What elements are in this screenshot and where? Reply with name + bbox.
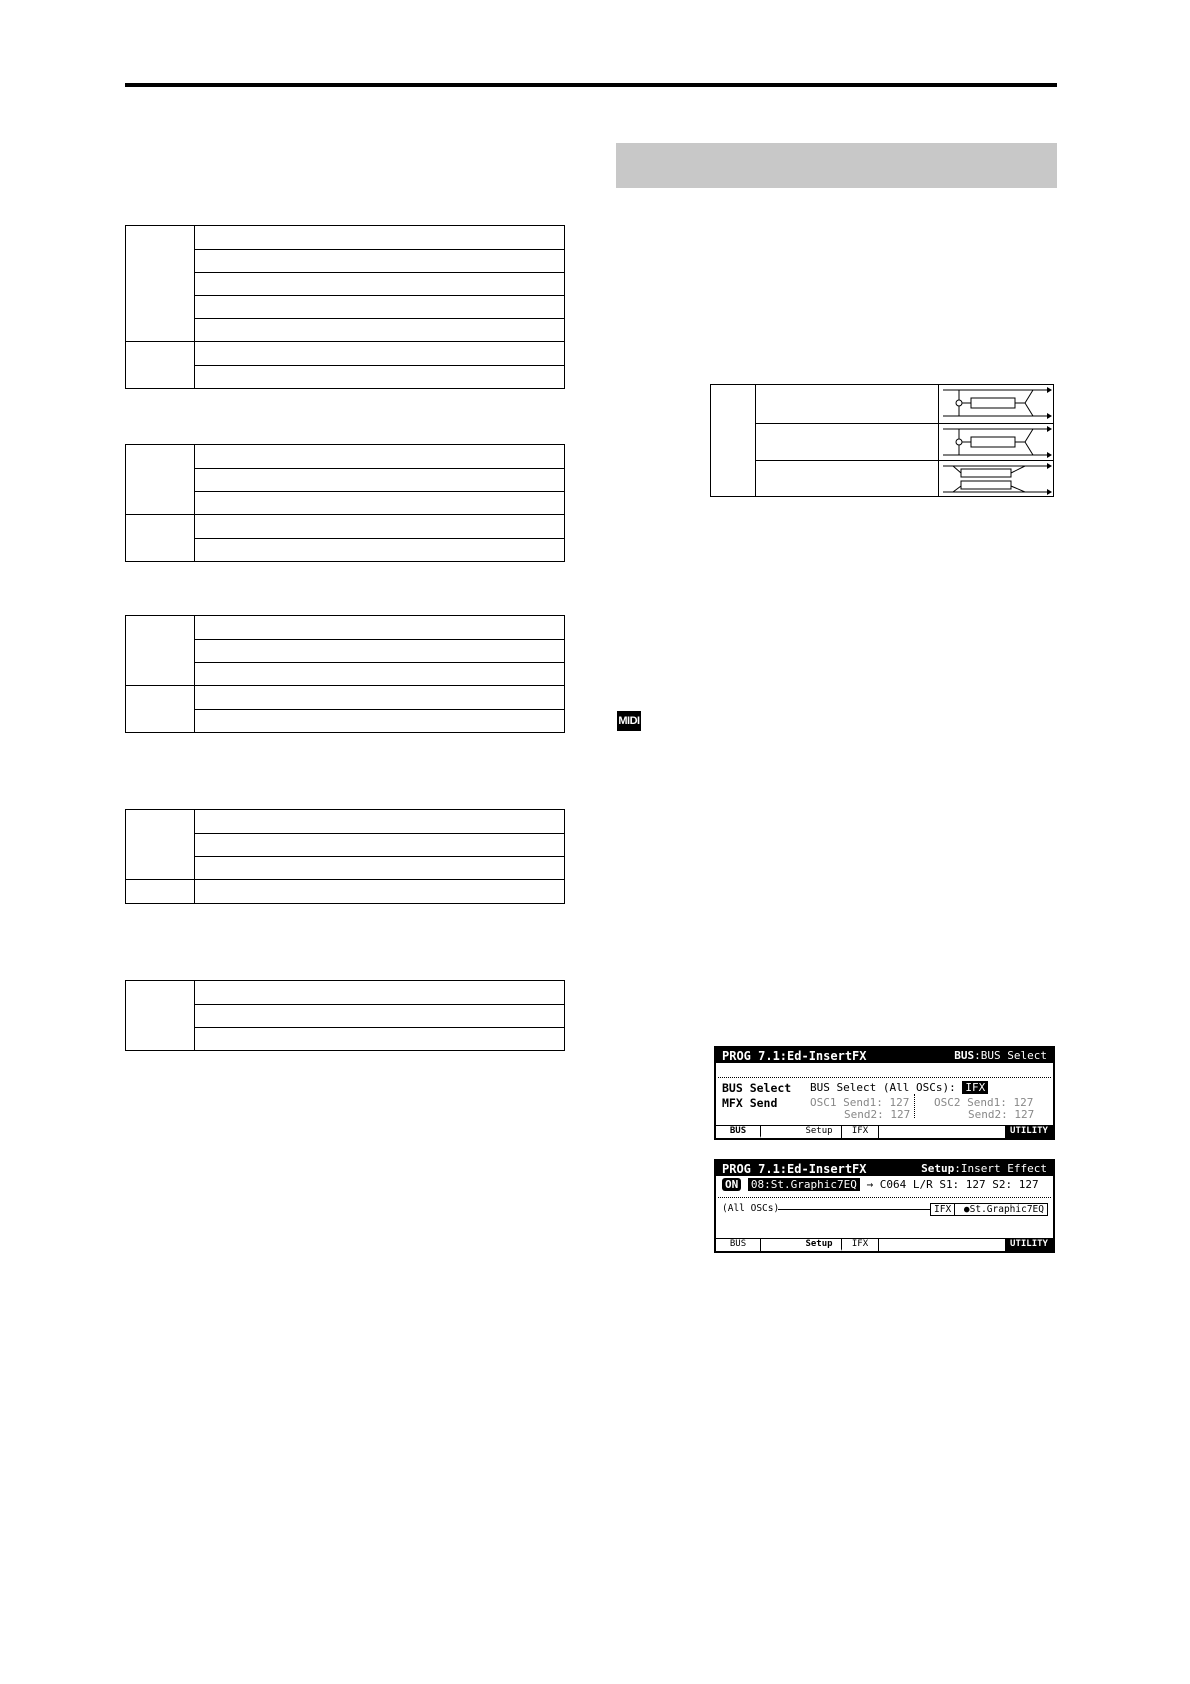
group-label-cell <box>126 880 195 903</box>
table-row <box>195 272 564 295</box>
osc1-send1[interactable]: OSC1 Send1: 127 <box>810 1096 910 1109</box>
tab-setup[interactable]: Setup <box>797 1239 842 1251</box>
table-row <box>195 538 564 561</box>
mode-title: PROG 7.1:Ed-InsertFX <box>722 1048 867 1063</box>
table-group <box>126 810 564 879</box>
tab-ifx[interactable]: IFX <box>842 1126 879 1138</box>
group-label-cell <box>126 981 195 1050</box>
ifx-chain-box[interactable] <box>930 1203 1048 1216</box>
table-group <box>126 445 564 514</box>
divider <box>718 1197 1051 1198</box>
insert-effect-row <box>722 1178 1039 1191</box>
tab-spacer <box>761 1126 797 1138</box>
table-row <box>195 318 564 341</box>
table-row <box>195 295 564 318</box>
table-row <box>195 880 564 903</box>
osc1-send2[interactable]: Send2: 127 <box>844 1108 911 1121</box>
bus-select-value[interactable]: IFX <box>962 1081 988 1094</box>
parameter-table-3 <box>125 615 565 733</box>
table-row <box>195 1004 564 1027</box>
table-group <box>126 341 564 388</box>
group-label-cell <box>126 810 195 879</box>
signal-line <box>778 1209 930 1210</box>
effect-select[interactable]: 08:St.Graphic7EQ <box>748 1178 860 1191</box>
osc2-send2[interactable]: Send2: 127 <box>968 1108 1035 1121</box>
table-row <box>195 810 564 833</box>
table-row <box>195 856 564 879</box>
group-label-cell <box>711 385 756 496</box>
routing-table <box>710 384 1054 497</box>
table-group <box>126 514 564 561</box>
group-label-cell <box>126 445 195 514</box>
group-label-cell <box>126 616 195 685</box>
routing-info: → C064 L/R S1: 127 S2: 127 <box>866 1178 1039 1191</box>
table-row <box>195 226 564 249</box>
tab-bus[interactable]: BUS <box>716 1126 761 1138</box>
parameter-table-4 <box>125 809 565 904</box>
table-group <box>126 685 564 732</box>
table-row <box>195 468 564 491</box>
table-row <box>195 491 564 514</box>
mono-in-diagram <box>939 385 1053 423</box>
page-title: BUS:BUS Select <box>954 1049 1047 1062</box>
group-label-cell <box>126 226 195 341</box>
stereo-in-diagram <box>939 460 1053 497</box>
lcd-tab-bar <box>716 1125 1053 1138</box>
utility-button[interactable]: UTILITY <box>1005 1126 1053 1138</box>
on-toggle[interactable]: ON <box>722 1178 741 1191</box>
divider <box>718 1077 1051 1078</box>
tab-spacer <box>761 1239 797 1251</box>
parameter-table-5 <box>125 980 565 1051</box>
group-label-cell <box>126 515 195 561</box>
table-row <box>195 365 564 388</box>
table-row <box>195 342 564 365</box>
tab-ifx[interactable]: IFX <box>842 1239 879 1251</box>
tab-spacer <box>879 1126 1005 1138</box>
table-row <box>195 249 564 272</box>
table-row <box>195 639 564 662</box>
table-row <box>756 385 938 423</box>
mode-title: PROG 7.1:Ed-InsertFX <box>722 1161 867 1176</box>
table-group <box>126 879 564 903</box>
header-rule <box>125 83 1057 87</box>
utility-button[interactable]: UTILITY <box>1005 1239 1053 1251</box>
mfx-send-label: MFX Send <box>722 1096 778 1110</box>
tab-spacer <box>879 1239 1005 1251</box>
table-row <box>195 709 564 732</box>
table-group <box>126 981 564 1050</box>
bus-select-label: BUS Select <box>722 1081 792 1095</box>
table-group <box>126 616 564 685</box>
page-title: Setup:Insert Effect <box>921 1162 1047 1175</box>
table-row <box>195 1027 564 1050</box>
parameter-table-1 <box>125 225 565 389</box>
table-group <box>126 226 564 341</box>
lcd-title-bar <box>716 1048 1053 1063</box>
tab-setup[interactable]: Setup <box>797 1126 842 1138</box>
lcd-setup-screen <box>714 1159 1055 1253</box>
lcd-title-bar <box>716 1161 1053 1176</box>
lcd-bus-select-screen <box>714 1046 1055 1140</box>
midi-icon: MIDI <box>617 711 641 731</box>
table-row <box>195 833 564 856</box>
all-oscs-label: (All OSCs) <box>722 1203 780 1214</box>
osc2-send1[interactable]: OSC2 Send1: 127 <box>934 1096 1034 1109</box>
mono-in-diagram <box>939 423 1053 460</box>
table-row <box>195 981 564 1004</box>
table-row <box>195 515 564 538</box>
table-row <box>756 460 938 497</box>
chain-effect-name: ●St.Graphic7EQ <box>963 1204 1044 1215</box>
group-label-cell <box>126 686 195 732</box>
table-row <box>195 616 564 639</box>
section-banner <box>616 143 1057 188</box>
tab-bus[interactable]: BUS <box>716 1239 761 1251</box>
divider <box>914 1094 915 1118</box>
group-label-cell <box>126 342 195 388</box>
lcd-tab-bar <box>716 1238 1053 1251</box>
table-row <box>195 686 564 709</box>
table-row <box>195 662 564 685</box>
ifx-label: IFX <box>931 1204 955 1215</box>
parameter-table-2 <box>125 444 565 562</box>
bus-select-field[interactable]: BUS Select (All OSCs): IFX <box>810 1081 988 1094</box>
table-row <box>756 423 938 460</box>
table-row <box>195 445 564 468</box>
